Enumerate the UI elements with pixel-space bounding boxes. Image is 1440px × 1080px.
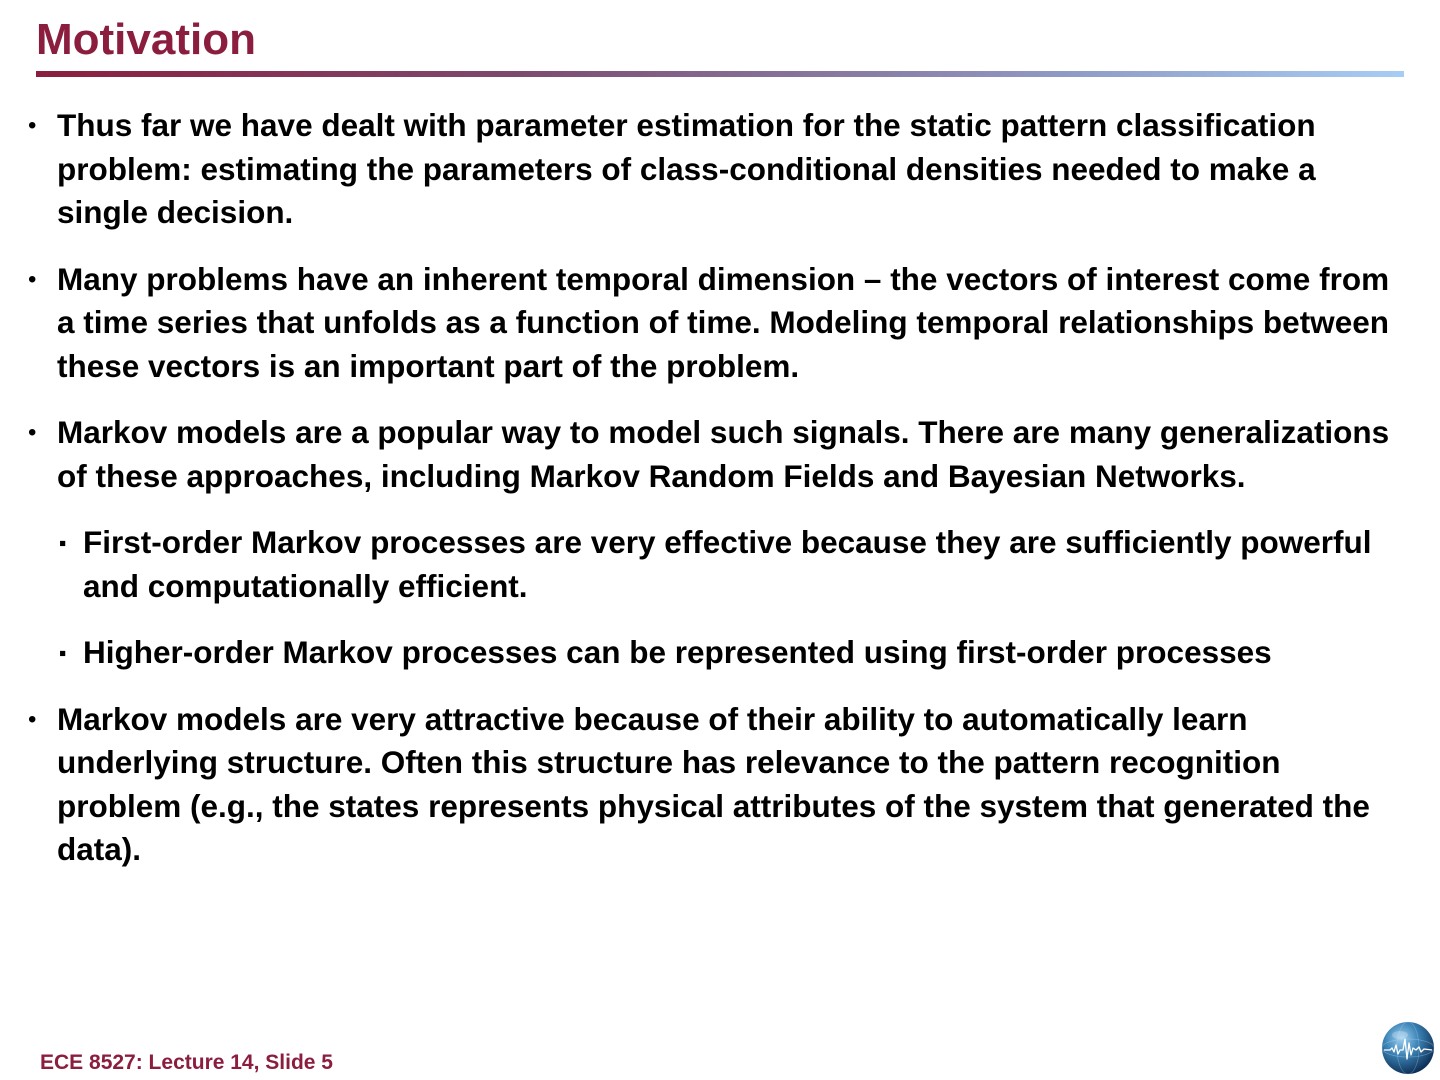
- bullet-item: [0, 104, 1440, 235]
- sub-bullet-marker: ▪: [59, 532, 67, 555]
- sub-bullet-marker: ▪: [59, 642, 67, 665]
- bullet-text: Thus far we have dealt with parameter estimation for the static pattern classification problem: estimating the parameters of class-conditional densities needed to make a single decision.: [57, 107, 1316, 230]
- bullet-marker: •: [28, 265, 37, 293]
- bullet-item: [0, 698, 1440, 872]
- bullet-marker: •: [28, 419, 37, 446]
- bullet-item: [0, 411, 1440, 498]
- bullet-text: Markov models are a popular way to model such signals. There are many generalizations of these approaches, including Markov Random Fields and Bayesian Networks.: [57, 414, 1390, 494]
- bullet-text: Many problems have an inherent temporal dimension – the vectors of interest come from a time series that unfolds as a function of time. Modeling temporal relationships between these vectors is an important part of the problem.: [57, 260, 1390, 384]
- sub-bullet-item: [0, 521, 1440, 608]
- globe-waveform-icon: [1381, 1021, 1435, 1075]
- slide-body: [0, 104, 1440, 872]
- slide-footer: ECE 8527: Lecture 14, Slide 5: [40, 1051, 333, 1074]
- bullet-marker: •: [28, 705, 37, 733]
- sub-bullet-text: First-order Markov processes are very effective because they are sufficiently powerful and computationally efficient.: [83, 524, 1372, 604]
- title-divider: [36, 71, 1404, 77]
- bullet-text: Markov models are very attractive because of their ability to automatically learn underlying structure. Often this structure has relevance to the pattern recognition problem (e.g., the states represents physical attributes of the system that generated the data).: [57, 700, 1370, 867]
- sub-bullet-item: [0, 631, 1440, 675]
- slide-title: Motivation: [36, 15, 256, 64]
- bullet-item: [0, 258, 1440, 389]
- sub-bullet-text: Higher-order Markov processes can be represented using first-order processes: [83, 634, 1272, 670]
- bullet-marker: •: [28, 112, 37, 139]
